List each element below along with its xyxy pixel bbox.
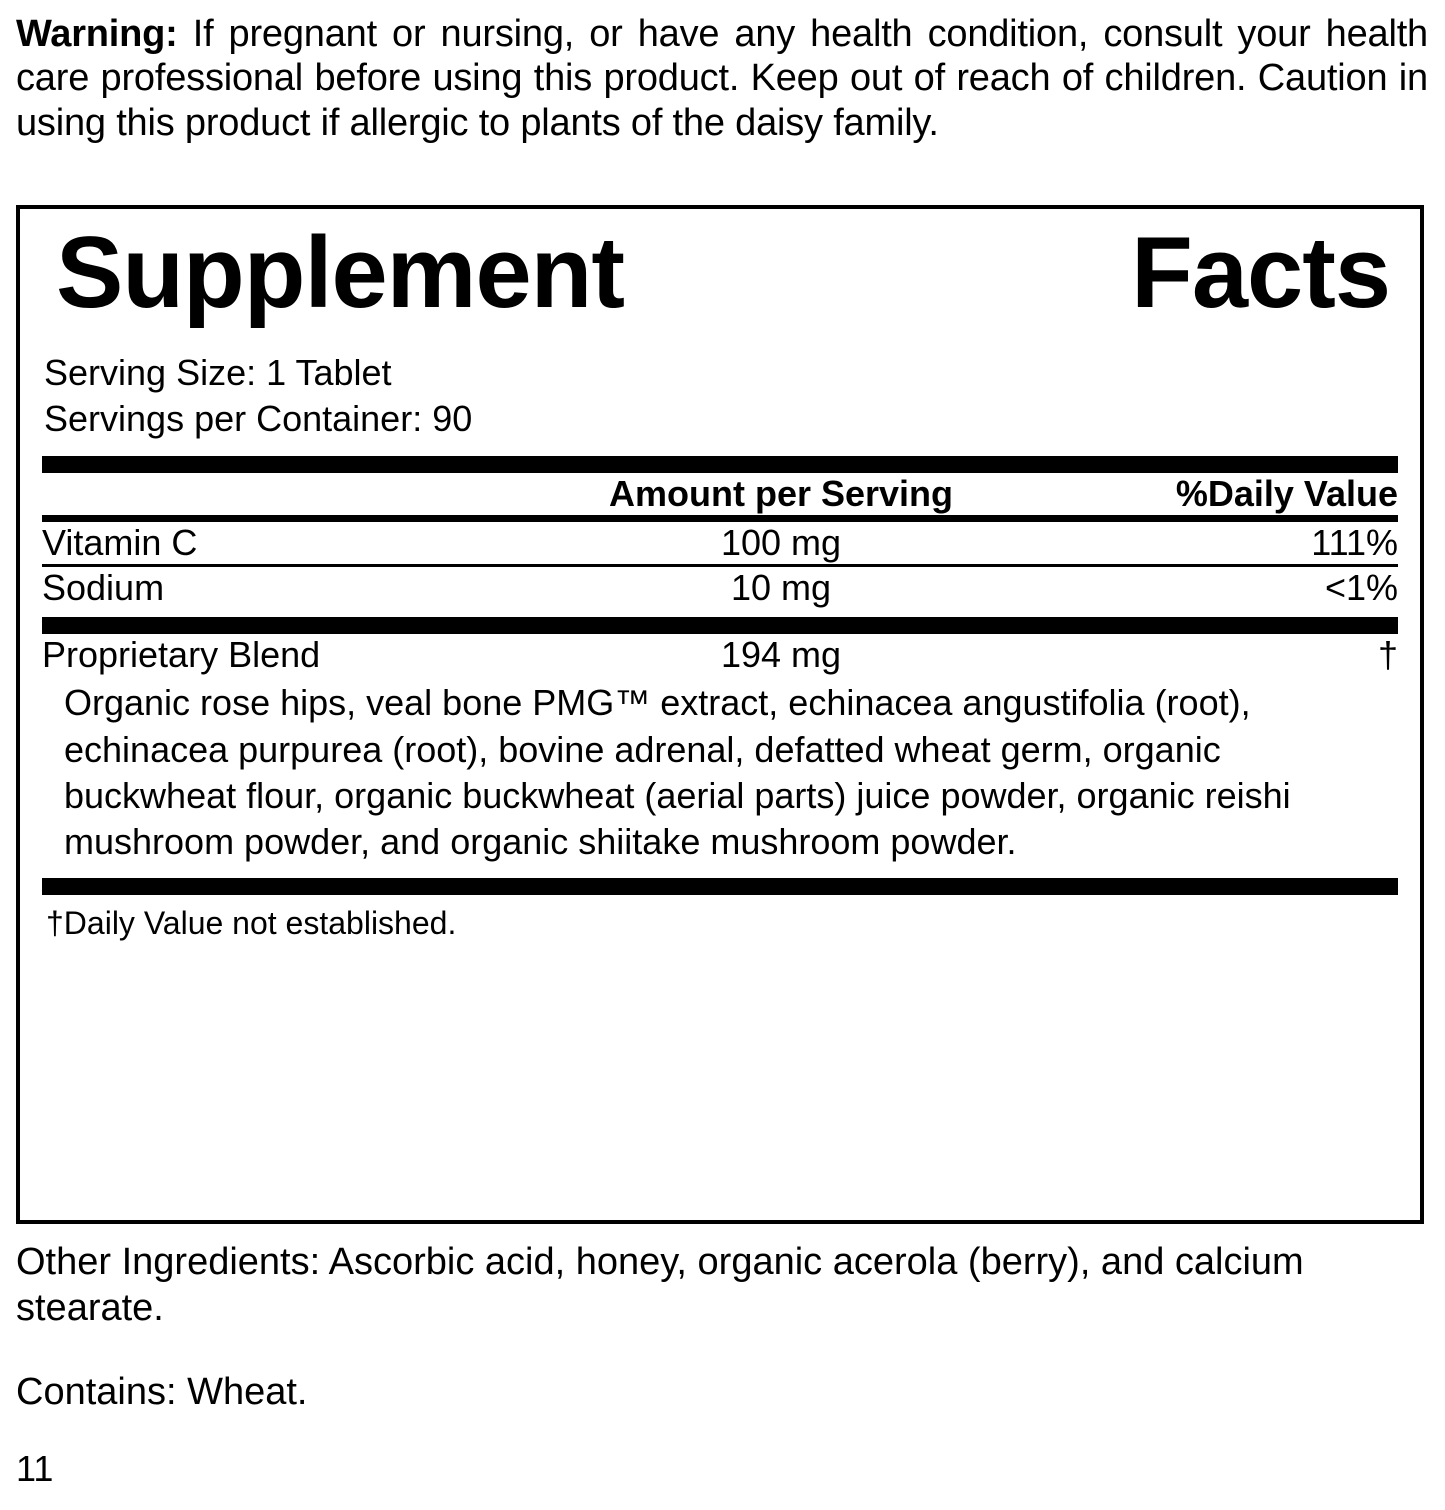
blend-daily-value: † xyxy=(1377,634,1398,676)
blend-ingredients: Organic rose hips, veal bone PMG™ extract, echinacea angustifolia (root), echinacea purpurea (root), bovine adrenal, defatted wheat germ, organic buckwheat flour, organic buckwheat (aerial parts) juice powder, organic reishi mushroom powder, and organic shiitake mushroom powder. xyxy=(64,682,1291,863)
divider-thick-blend xyxy=(42,617,1398,634)
table-row xyxy=(42,522,1398,564)
table-row xyxy=(42,567,1398,609)
header-amount-per-serving: Amount per Serving xyxy=(608,473,954,515)
daily-value-footnote: †Daily Value not established. xyxy=(46,904,457,941)
header-nutrient xyxy=(42,473,530,515)
title-word-supplement: Supplement xyxy=(56,217,624,329)
supplement-facts-panel xyxy=(16,205,1424,1224)
nutrient-daily-value: <1% xyxy=(1324,567,1398,609)
table-header-row xyxy=(42,473,1398,515)
divider-thick-top xyxy=(42,456,1398,473)
nutrient-name: Vitamin C xyxy=(42,522,198,564)
blend-name: Proprietary Blend xyxy=(42,634,321,676)
blend-amount: 194 mg xyxy=(720,634,842,676)
title-word-facts: Facts xyxy=(1131,217,1390,329)
supplement-facts-table xyxy=(42,473,1398,515)
supplement-facts-title xyxy=(42,217,1398,329)
divider-medium-header xyxy=(42,515,1398,522)
other-ingredients: Other Ingredients: Ascorbic acid, honey, organic acerola (berry), and calcium stearate. xyxy=(16,1241,1304,1329)
nutrient-amount: 10 mg xyxy=(730,567,832,609)
table-row xyxy=(42,634,1398,676)
nutrient-rows-2 xyxy=(42,567,1398,609)
warning-paragraph xyxy=(16,12,1428,145)
nutrient-amount: 100 mg xyxy=(720,522,842,564)
proprietary-blend-row xyxy=(42,634,1398,676)
header-daily-value: %Daily Value xyxy=(1175,473,1398,515)
nutrient-name: Sodium xyxy=(42,567,165,609)
contains-statement: Contains: Wheat. xyxy=(16,1371,308,1413)
nutrient-rows xyxy=(42,522,1398,564)
page-number: 11 xyxy=(16,1448,54,1489)
serving-info xyxy=(42,350,1398,442)
warning-text: If pregnant or nursing, or have any health condition, consult your health care professional before using this product. Keep out of reach of children. Caution in using this product if allergic to plants of the daisy family. xyxy=(16,13,1428,144)
divider-thick-bottom xyxy=(42,878,1398,895)
nutrient-daily-value: 111% xyxy=(1311,522,1398,564)
warning-label: Warning: xyxy=(16,13,178,55)
servings-per-container: Servings per Container: 90 xyxy=(44,398,473,440)
serving-size: Serving Size: 1 Tablet xyxy=(44,352,392,393)
